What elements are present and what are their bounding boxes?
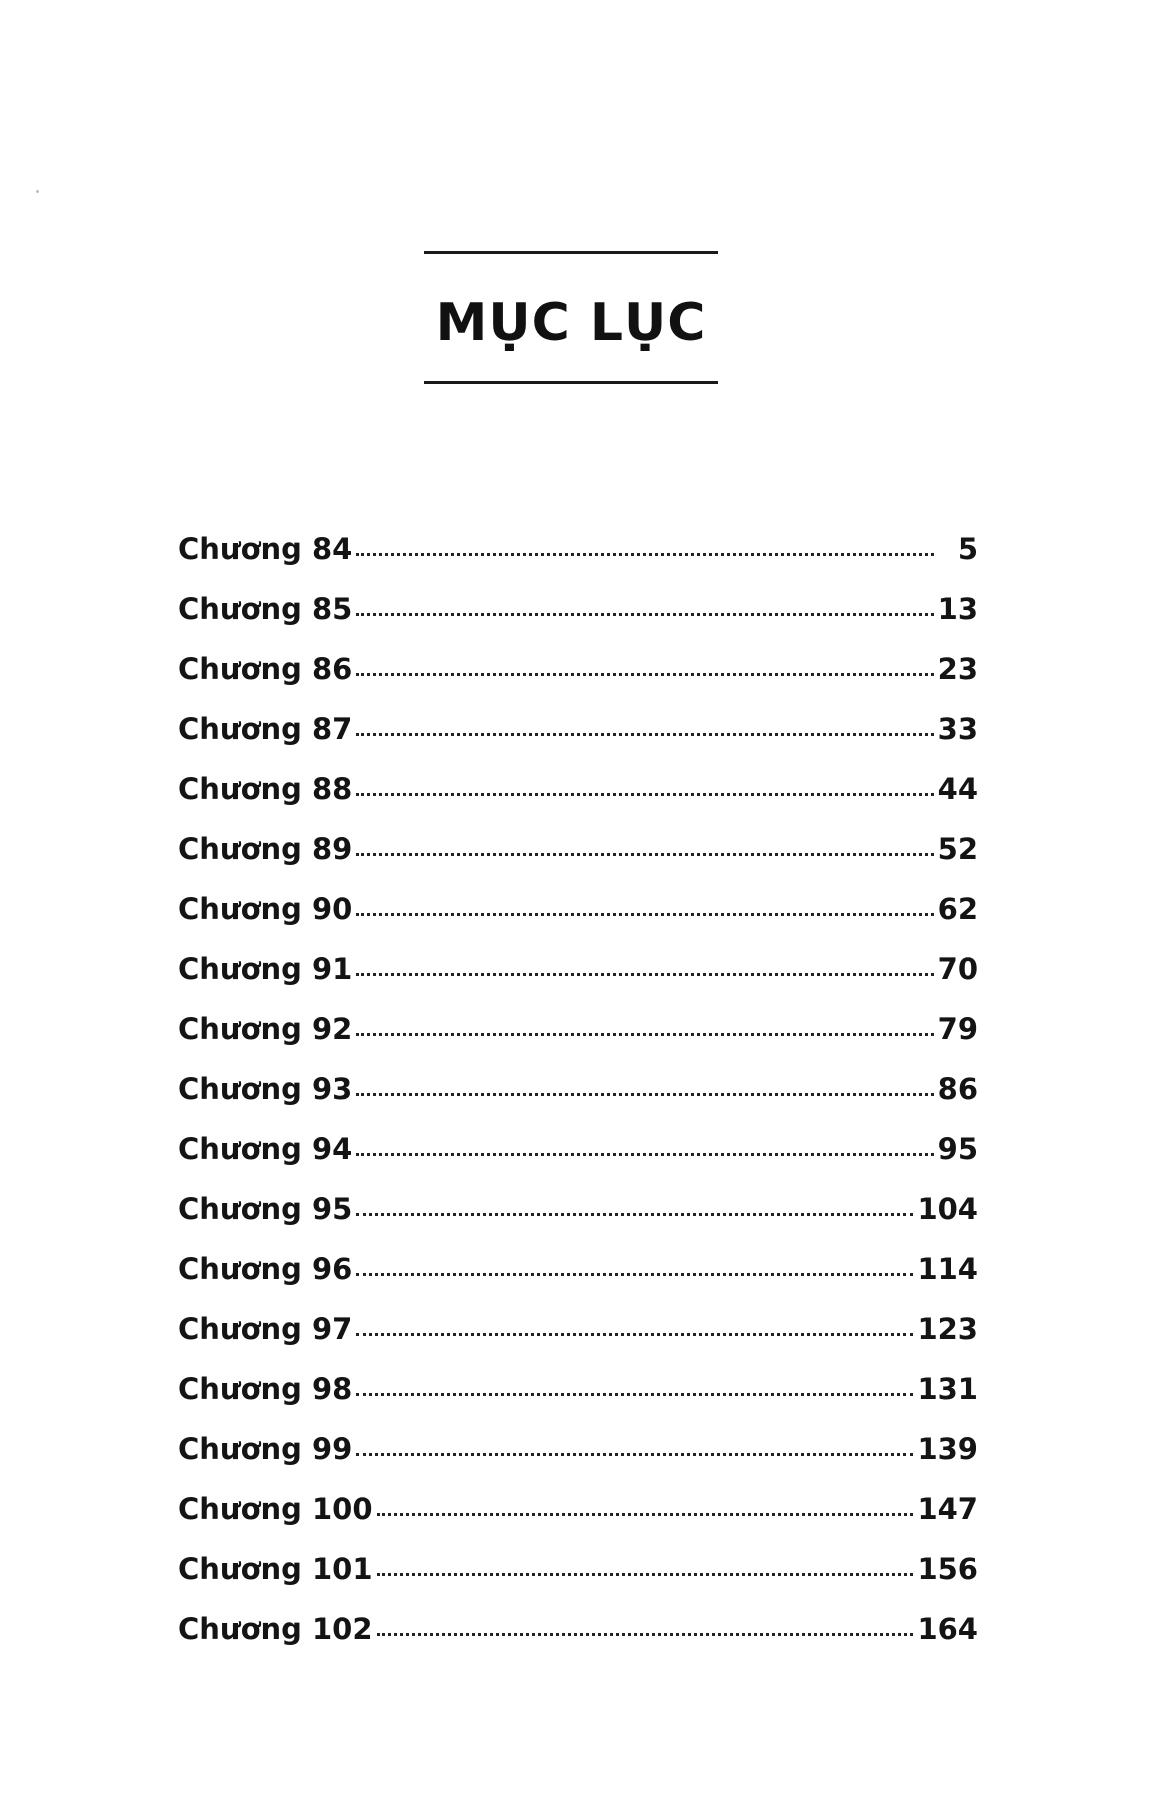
toc-entry-label: Chương 99 [178,1432,353,1466]
toc-entry [178,1552,978,1612]
toc-entry-page-number: 114 [917,1252,978,1286]
toc-dot-leader [356,1213,913,1216]
toc-entry [178,892,978,952]
toc-dot-leader [377,1573,914,1576]
page-title: MỤC LỤC [435,293,707,353]
toc-entry-label: Chương 93 [178,1072,353,1106]
toc-entry [178,532,978,592]
toc-entry [178,952,978,1012]
toc-entry-page-number: 164 [917,1612,978,1646]
toc-entry-label: Chương 92 [178,1012,353,1046]
toc-entry [178,1192,978,1252]
toc-dot-leader [377,1513,914,1516]
toc-entry [178,1312,978,1372]
toc-entry-page-number: 123 [917,1312,978,1346]
toc-entry [178,1612,978,1672]
toc-entry-label: Chương 89 [178,832,353,866]
toc-entry-page-number: 95 [937,1132,978,1166]
toc-dot-leader [356,613,933,616]
toc-entry [178,592,978,652]
toc-dot-leader [356,1153,933,1156]
toc-dot-leader [356,1273,913,1276]
toc-dot-leader [377,1633,914,1636]
toc-entry-label: Chương 97 [178,1312,353,1346]
toc-dot-leader [356,733,933,736]
title-rule-top [424,251,718,254]
toc-entry-page-number: 139 [917,1432,978,1466]
toc-entry-label: Chương 88 [178,772,353,806]
toc-entry-label: Chương 94 [178,1132,353,1166]
toc-entry [178,1252,978,1312]
toc-entry-label: Chương 102 [178,1612,373,1646]
toc-entry-page-number: 62 [937,892,978,926]
toc-entry-label: Chương 84 [178,532,353,566]
toc-entry-page-number: 104 [917,1192,978,1226]
toc-entry-label: Chương 86 [178,652,353,686]
toc-entry-label: Chương 95 [178,1192,353,1226]
toc-entry-page-number: 33 [937,712,978,746]
toc-entry-page-number: 156 [917,1552,978,1586]
toc-entry-label: Chương 101 [178,1552,373,1586]
toc-entry [178,1432,978,1492]
toc-entry-page-number: 52 [937,832,978,866]
scan-speck [36,190,39,193]
toc-entry-page-number: 13 [937,592,978,626]
toc-entry [178,1492,978,1552]
toc-dot-leader [356,793,933,796]
toc-entry-page-number: 44 [937,772,978,806]
toc-entry [178,1132,978,1192]
toc-entry-label: Chương 98 [178,1372,353,1406]
toc-dot-leader [356,1453,913,1456]
toc-entry-label: Chương 91 [178,952,353,986]
toc-entry-page-number: 79 [937,1012,978,1046]
toc-entry-page-number: 5 [957,532,978,566]
toc-dot-leader [356,1033,933,1036]
toc-entry-label: Chương 87 [178,712,353,746]
table-of-contents [178,532,978,1672]
toc-dot-leader [356,673,933,676]
toc-entry [178,772,978,832]
toc-entry-label: Chương 100 [178,1492,373,1526]
toc-entry-label: Chương 90 [178,892,353,926]
toc-entry-label: Chương 85 [178,592,353,626]
toc-entry [178,1072,978,1132]
toc-dot-leader [356,1093,933,1096]
toc-dot-leader [356,1393,913,1396]
toc-entry-label: Chương 96 [178,1252,353,1286]
toc-dot-leader [356,973,933,976]
toc-dot-leader [356,553,934,556]
toc-entry [178,1012,978,1072]
toc-dot-leader [356,1333,913,1336]
toc-dot-leader [356,913,933,916]
toc-entry-page-number: 70 [937,952,978,986]
toc-entry-page-number: 147 [917,1492,978,1526]
toc-entry-page-number: 23 [937,652,978,686]
title-rule-bottom [424,381,718,384]
toc-entry [178,832,978,892]
toc-entry-page-number: 86 [937,1072,978,1106]
toc-entry [178,652,978,712]
toc-entry [178,712,978,772]
toc-entry [178,1372,978,1432]
toc-dot-leader [356,853,933,856]
toc-entry-page-number: 131 [917,1372,978,1406]
